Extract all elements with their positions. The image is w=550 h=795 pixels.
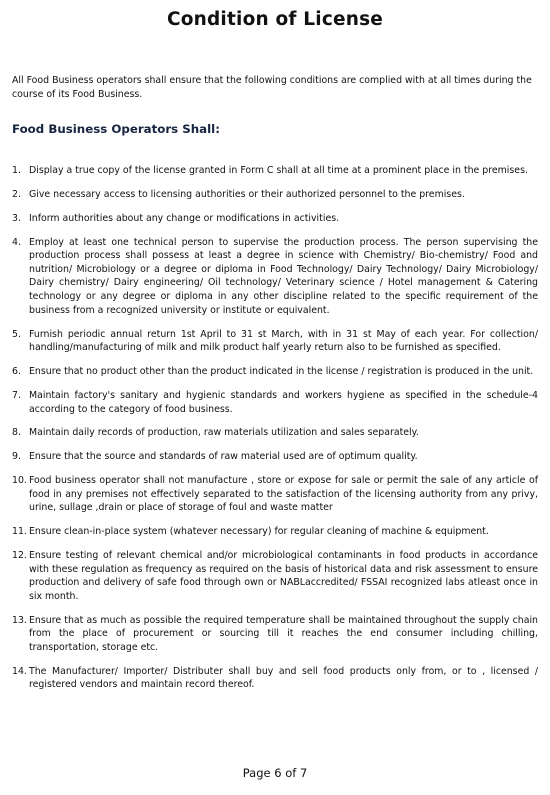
item-text: Ensure testing of relevant chemical and/or microbiological contaminants in food products in accordance with these regulation as frequency as required on the basis of historical data and risk assessment to ensure production and delivery of safe food through own or NABLaccredited/ FSSAI recognized labs atleast once in six month.	[29, 550, 538, 602]
item-text: Maintain factory's sanitary and hygienic standards and workers hygiene as specified in the schedule-4 according to the category of food business.	[29, 389, 538, 415]
item-text: Furnish periodic annual return 1st April to 31 st March, with in 31 st May of each year. For collection/ handling/manufacturing of milk and milk product half yearly return also to be furnished as specified.	[29, 328, 538, 354]
item-text: Ensure that as much as possible the required temperature shall be maintained throughout the supply chain from the place of procurement or sourcing till it reaches the end consumer including chilling, transportation, storage etc.	[29, 614, 538, 653]
item-text: The Manufacturer/ Importer/ Distributer shall buy and sell food products only from, or to , licensed / registered vendors and maintain record thereof.	[29, 665, 538, 691]
conditions-list	[12, 164, 538, 702]
item-number: 3.	[12, 212, 21, 224]
item-text: Food business operator shall not manufacture , store or expose for sale or permit the sale of any article of food in any premises not effectively separated to the satisfaction of the licensing authority from any privy, urine, sullage ,drain or place of storage of foul and waste matter	[29, 475, 538, 514]
item-text: Display a true copy of the license granted in Form C shall at all time at a prominent place in the premises.	[29, 165, 528, 176]
section-heading: Food Business Operators Shall:	[12, 122, 220, 136]
item-number: 10.	[12, 475, 27, 487]
item-number: 8.	[12, 427, 21, 439]
list-item	[12, 389, 538, 416]
list-item	[12, 236, 538, 318]
list-item	[12, 474, 538, 515]
item-text: Ensure that the source and standards of raw material used are of optimum quality.	[29, 451, 418, 463]
item-text: Inform authorities about any change or modifications in activities.	[29, 212, 340, 224]
item-number: 9.	[12, 451, 21, 463]
page-number: Page 6 of 7	[242, 766, 308, 780]
list-item	[12, 426, 538, 440]
item-text: Employ at least one technical person to supervise the production process. The person supervising the production process shall possess at least a degree in science with Chemistry/ Bio-chemistry/ Food and nutrition/ Microbiology or a degree or diploma in Food Technology/ Dairy Technology/ Dairy Microbiology/ Dairy chemistry/ Dairy engineering/ Oil technology/ Veterinary science / Hotel management & Catering technology or any degree or diploma in any other discipline related to the specific requirement of the business from a recognized university or institute or equivalent.	[29, 236, 538, 316]
item-text: Give necessary access to licensing authorities or their authorized personnel to the premises.	[29, 188, 465, 200]
item-number: 5.	[12, 328, 21, 340]
list-item	[12, 212, 538, 226]
item-number: 4.	[12, 236, 21, 248]
item-number: 2.	[12, 188, 21, 200]
item-number: 7.	[12, 389, 21, 401]
item-text: Ensure clean-in-place system (whatever necessary) for regular cleaning of machine & equipment.	[29, 526, 489, 538]
intro-paragraph: All Food Business operators shall ensure that the following conditions are complied with at all times during the course of its Food Business.	[12, 75, 532, 100]
item-number: 14.	[12, 665, 27, 677]
list-item	[12, 614, 538, 655]
item-number: 1.	[12, 165, 21, 176]
list-item	[12, 450, 538, 464]
list-item	[12, 549, 538, 603]
page-title: Condition of License	[166, 9, 384, 30]
list-item	[12, 188, 538, 202]
list-item	[12, 665, 538, 692]
item-number: 12.	[12, 550, 27, 562]
item-text: Maintain daily records of production, raw materials utilization and sales separately.	[29, 427, 419, 439]
list-item	[12, 328, 538, 355]
item-number: 11.	[12, 526, 27, 538]
list-item	[12, 525, 538, 539]
item-number: 6.	[12, 366, 21, 378]
list-item	[12, 365, 538, 379]
item-number: 13.	[12, 614, 27, 626]
list-item	[12, 164, 538, 178]
item-text: Ensure that no product other than the product indicated in the license / registration is produced in the unit.	[29, 366, 534, 378]
